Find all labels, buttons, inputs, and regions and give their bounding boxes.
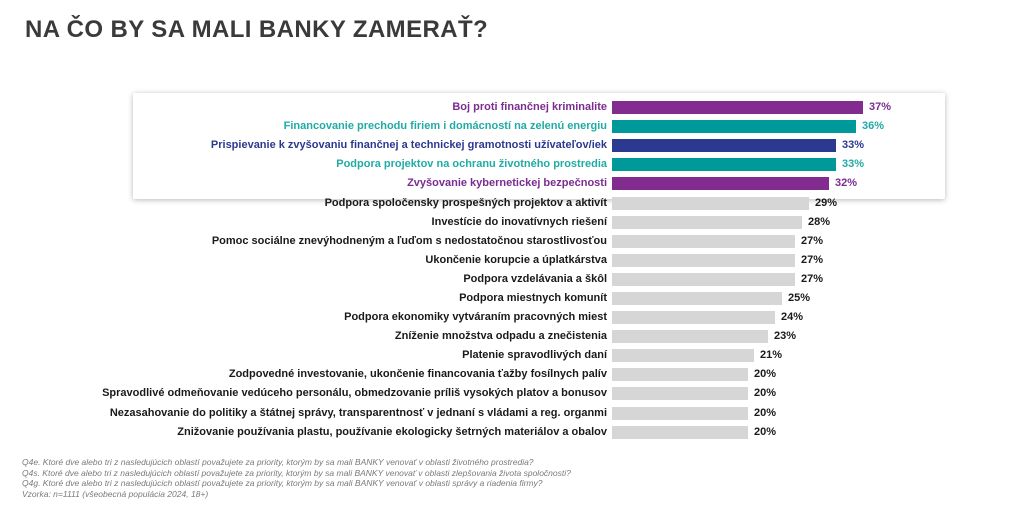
bar [612, 368, 748, 381]
bar [612, 330, 768, 343]
bar-label: Financovanie prechodu firiem i domácností na zelenú energiu [283, 120, 607, 133]
bar-row [22, 423, 1007, 442]
bar [612, 177, 829, 190]
page-title: NA ČO BY SA MALI BANKY ZAMERAŤ? [25, 16, 489, 43]
bar-value: 33% [842, 139, 865, 152]
bar-value: 27% [801, 272, 824, 285]
bar-row [22, 346, 1007, 365]
bar-value: 20% [754, 368, 777, 381]
bar [612, 197, 809, 210]
bar-chart [22, 98, 1007, 442]
bar-row [22, 327, 1007, 346]
bar-row [22, 155, 1007, 174]
bar-label: Podpora ekonomiky vytváraním pracovných miest [344, 311, 607, 324]
bar-value: 28% [808, 215, 831, 228]
bar-value: 29% [815, 196, 838, 209]
bar-label: Boj proti finančnej kriminalite [452, 101, 607, 114]
bar-row [22, 308, 1007, 327]
bar-row [22, 289, 1007, 308]
bar [612, 101, 863, 114]
bar-value: 24% [781, 311, 804, 324]
bar [612, 387, 748, 400]
bar-value: 20% [754, 387, 777, 400]
bar [612, 349, 754, 362]
bar-row [22, 365, 1007, 384]
bar-label: Podpora projektov na ochranu životného prostredia [336, 158, 607, 171]
bar-value: 20% [754, 425, 777, 438]
bar [612, 426, 748, 439]
bar-row [22, 213, 1007, 232]
bar-value: 37% [869, 101, 892, 114]
bar-value: 27% [801, 234, 824, 247]
bar [612, 216, 802, 229]
bar-label: Investície do inovatívnych riešení [431, 215, 607, 228]
bar-row [22, 117, 1007, 136]
footnote-q4g: Q4g. Ktoré dve alebo tri z nasledujúcich oblastí považujete za priority, ktorým by sa mali BANKY venovať v oblasti správy a riadenia firmy? [22, 478, 543, 488]
bar-label: Ukončenie korupcie a úplatkárstva [425, 253, 607, 266]
bar-row [22, 193, 1007, 212]
bar [612, 311, 775, 324]
bar [612, 235, 795, 248]
bar-label: Prispievanie k zvyšovaniu finančnej a technickej gramotnosti užívateľov/iek [210, 139, 607, 152]
bar-label: Zvyšovanie kybernetickej bezpečnosti [407, 177, 607, 190]
bar-label: Nezasahovanie do politiky a štátnej správy, transparentnosť v jednaní s vládami a reg. organmi [109, 406, 607, 419]
bar-label: Podpora miestnych komunít [459, 291, 607, 304]
footnote-q4s: Q4s. Ktoré dve alebo tri z nasledujúcich oblastí považujete za priority, ktorým by sa mali BANKY venovať v oblasti zlepšovania života spoločnosti? [22, 467, 571, 478]
bar [612, 254, 795, 267]
footnote-sample: Vzorka: n=1111 (všeobecná populácia 2024, 18+) [22, 488, 209, 499]
bar-row [22, 404, 1007, 423]
bar-value: 25% [788, 291, 811, 304]
bar [612, 120, 856, 133]
bar-row [22, 136, 1007, 155]
footnotes [22, 457, 571, 499]
bar [612, 273, 795, 286]
bar [612, 139, 836, 152]
bar-label: Podpora vzdelávania a škôl [463, 272, 607, 285]
bar-value: 27% [801, 253, 824, 266]
bar-row [22, 251, 1007, 270]
bar-label: Podpora spoločensky prospešných projektov a aktivít [324, 196, 607, 209]
footnote-q4e: Q4e. Ktoré dve alebo tri z nasledujúcich oblastí považujete za priority, ktorým by sa mali BANKY venovať v oblasti životného prostredia? [22, 457, 534, 467]
bar-row [22, 174, 1007, 193]
bar-label: Zníženie množstva odpadu a znečistenia [394, 330, 607, 343]
bar-label: Pomoc sociálne znevýhodneným a ľuďom s nedostatočnou starostlivosťou [211, 234, 607, 247]
bar-row [22, 98, 1007, 117]
bar-value: 21% [760, 349, 783, 362]
bar-value: 36% [862, 120, 885, 133]
bar-label: Zodpovedné investovanie, ukončenie financovania ťažby fosílnych palív [228, 368, 607, 381]
bar-row [22, 384, 1007, 403]
bar [612, 407, 748, 420]
bar-value: 20% [754, 406, 777, 419]
bar-value: 33% [842, 158, 865, 171]
bar-label: Platenie spravodlivých daní [462, 349, 607, 362]
bar [612, 158, 836, 171]
bar-value: 23% [774, 330, 797, 343]
bar [612, 292, 782, 305]
bar-row [22, 232, 1007, 251]
bar-label: Znižovanie používania plastu, používanie ekologicky šetrných materiálov a obalov [177, 425, 607, 438]
bar-row [22, 270, 1007, 289]
bar-value: 32% [835, 177, 858, 190]
bar-label: Spravodlivé odmeňovanie vedúceho personálu, obmedzovanie príliš vysokých platov a bonusov [102, 387, 607, 400]
